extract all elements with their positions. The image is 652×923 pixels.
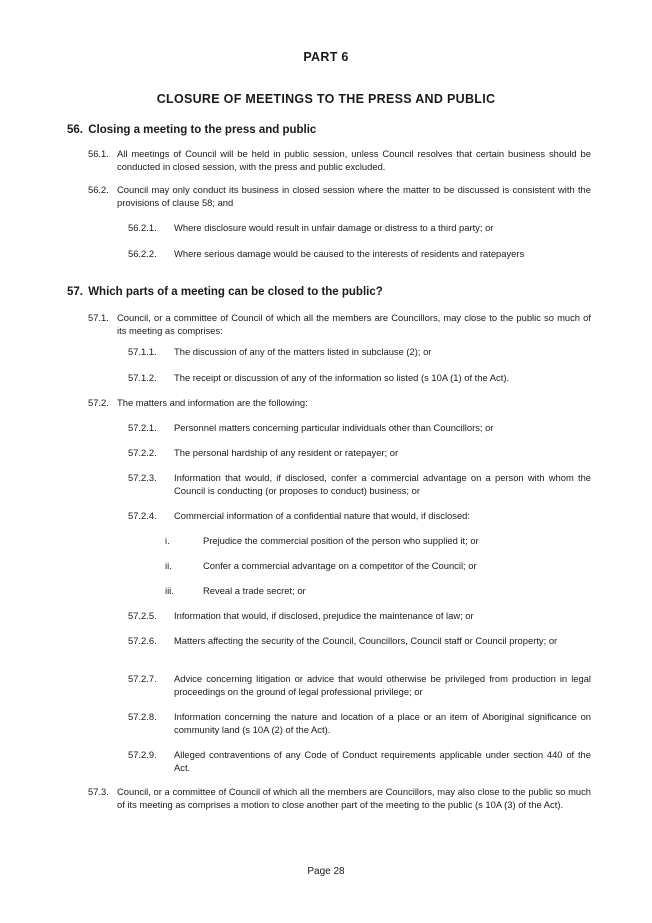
- clause-number: i.: [165, 535, 170, 546]
- part-label: PART 6: [303, 50, 349, 64]
- section-number: 57.: [67, 286, 83, 298]
- clause-57-2-1: [128, 422, 591, 435]
- page-title: CLOSURE OF MEETINGS TO THE PRESS AND PUBLIC: [156, 92, 496, 106]
- clause-number: 57.1.: [88, 312, 109, 323]
- clause-56-2-2: [128, 248, 591, 261]
- clause-number: 56.2.1.: [128, 222, 157, 233]
- clause-text: Personnel matters concerning particular individuals other than Councillors; or: [174, 422, 494, 433]
- clause-text: Council, or a committee of Council of which all the members are Councillors, may also close to the public so much of its meeting as comprises a motion to close another part of the meeting to the public (s 10A (3) of the Act).: [117, 786, 591, 810]
- clause-number: 57.2.4.: [128, 510, 157, 521]
- clause-number: 57.2.8.: [128, 711, 157, 722]
- section-title: Closing a meeting to the press and public: [88, 124, 317, 136]
- clause-text: Reveal a trade secret; or: [203, 585, 306, 596]
- clause-text: Matters affecting the security of the Council, Councillors, Council staff or Council property; or: [174, 635, 558, 646]
- clause-57-2-2: [128, 447, 591, 460]
- clause-text: Where disclosure would result in unfair damage or distress to a third party; or: [174, 222, 494, 233]
- clause-number: 57.3.: [88, 786, 109, 797]
- clause-number: iii.: [165, 585, 174, 596]
- clause-number: 56.2.: [88, 184, 109, 195]
- clause-57-2-4-iii: [165, 585, 591, 598]
- clause-57-1: [88, 312, 591, 337]
- clause-57-3: [88, 786, 591, 811]
- clause-57-2-3: [128, 472, 591, 497]
- clause-text: Prejudice the commercial position of the person who supplied it; or: [203, 535, 479, 546]
- section-heading-56: [67, 124, 316, 136]
- clause-text: Confer a commercial advantage on a competitor of the Council; or: [203, 560, 477, 571]
- clause-56-1: [88, 148, 591, 173]
- clause-number: 57.2.1.: [128, 422, 157, 433]
- section-number: 56.: [67, 124, 83, 136]
- clause-57-2-9: [128, 749, 591, 774]
- page-number: Page 28: [307, 866, 345, 877]
- clause-number: 57.2.5.: [128, 610, 157, 621]
- section-title: Which parts of a meeting can be closed to the public?: [88, 286, 383, 298]
- clause-56-2-1: [128, 222, 591, 235]
- clause-57-1-2: [128, 372, 591, 385]
- clause-text: Commercial information of a confidential nature that would, if disclosed:: [174, 510, 470, 521]
- clause-text: Where serious damage would be caused to the interests of residents and ratepayers: [174, 248, 525, 259]
- section-heading-57: [67, 286, 383, 298]
- clause-text: The receipt or discussion of any of the information so listed (s 10A (1) of the Act).: [174, 372, 510, 383]
- clause-57-2-4-ii: [165, 560, 591, 573]
- clause-text: Information that would, if disclosed, confer a commercial advantage on a person with whom the Council is conducting (or proposes to conduct) business; or: [174, 472, 591, 496]
- clause-56-2: [88, 184, 591, 209]
- clause-number: 56.2.2.: [128, 248, 157, 259]
- clause-text: Alleged contraventions of any Code of Conduct requirements applicable under section 440 of the Act.: [174, 749, 591, 773]
- clause-57-2-6: [128, 635, 591, 648]
- clause-number: 57.2.9.: [128, 749, 157, 760]
- clause-text: The personal hardship of any resident or ratepayer; or: [174, 447, 399, 458]
- clause-text: Council, or a committee of Council of which all the members are Councillors, may close to the public so much of its meeting as comprises:: [117, 312, 591, 336]
- clause-number: 57.2.3.: [128, 472, 157, 483]
- clause-number: 57.2.2.: [128, 447, 157, 458]
- clause-57-2: [88, 397, 591, 410]
- clause-text: Council may only conduct its business in closed session where the matter to be discussed is consistent with the provisions of clause 58; and: [117, 184, 591, 208]
- clause-number: 56.1.: [88, 148, 109, 159]
- clause-57-2-8: [128, 711, 591, 736]
- clause-text: Advice concerning litigation or advice that would otherwise be privileged from production in legal proceedings on the ground of legal professional privilege; or: [174, 673, 591, 697]
- clause-57-2-5: [128, 610, 591, 623]
- clause-57-1-1: [128, 346, 591, 359]
- clause-text: Information that would, if disclosed, prejudice the maintenance of law; or: [174, 610, 474, 621]
- clause-number: 57.1.1.: [128, 346, 157, 357]
- clause-number: 57.2.6.: [128, 635, 157, 646]
- clause-number: 57.2.7.: [128, 673, 157, 684]
- clause-number: ii.: [165, 560, 172, 571]
- clause-57-2-7: [128, 673, 591, 698]
- clause-57-2-4: [128, 510, 591, 523]
- clause-number: 57.1.2.: [128, 372, 157, 383]
- clause-text: Information concerning the nature and location of a place or an item of Aboriginal significance on community land (s 10A (2) of the Act).: [174, 711, 591, 735]
- clause-text: The matters and information are the following:: [117, 397, 308, 408]
- clause-57-2-4-i: [165, 535, 591, 548]
- clause-text: The discussion of any of the matters listed in subclause (2); or: [174, 346, 432, 357]
- clause-number: 57.2.: [88, 397, 109, 408]
- clause-text: All meetings of Council will be held in public session, unless Council resolves that certain business should be conducted in closed session, with the press and public excluded.: [117, 148, 591, 172]
